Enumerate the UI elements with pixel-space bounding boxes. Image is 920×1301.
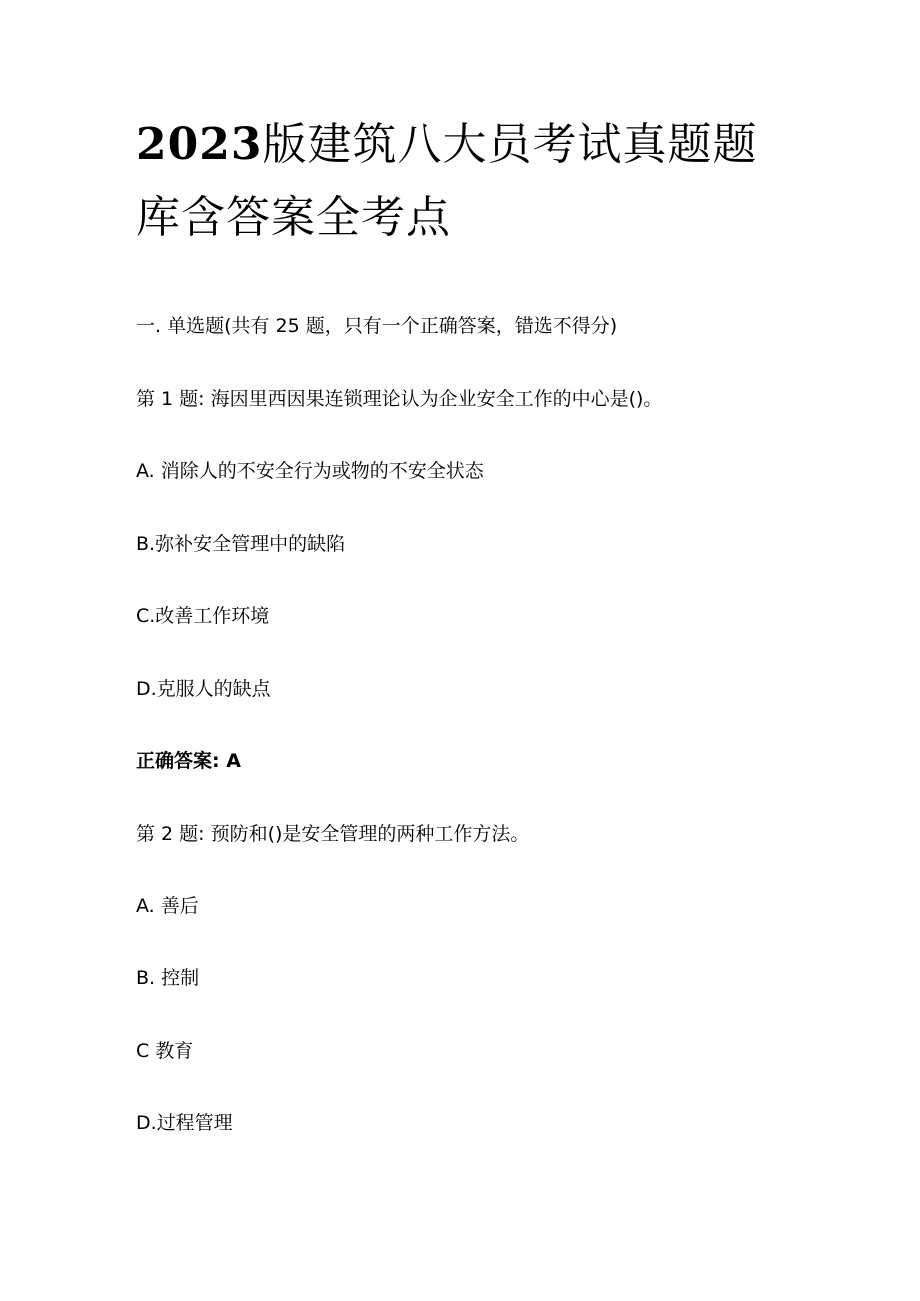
title-year: 2023	[136, 119, 263, 170]
question-1-stem: 第 1 题: 海因里西因果连锁理论认为企业安全工作的中心是()。	[136, 388, 663, 410]
question-2-stem: 第 2 题: 预防和()是安全管理的两种工作方法。	[136, 823, 530, 845]
question-2-option-c: C 教育	[136, 1040, 194, 1062]
question-2-option-a: A. 善后	[136, 895, 199, 917]
question-1-answer: 正确答案: A	[136, 750, 241, 772]
title-text: 版建筑八大员考试真题题库含答案全考点	[136, 119, 758, 243]
question-1-option-d: D.克服人的缺点	[136, 678, 271, 700]
question-1-option-b: B.弥补安全管理中的缺陷	[136, 533, 346, 555]
question-2-option-d: D.过程管理	[136, 1112, 233, 1134]
section-heading: 一. 单选题(共有 25 题，只有一个正确答案，错选不得分)	[136, 315, 618, 337]
question-1-option-a: A. 消除人的不安全行为或物的不安全状态	[136, 460, 484, 482]
document-title	[136, 108, 796, 254]
question-2-option-b: B. 控制	[136, 967, 200, 989]
question-1-option-c: C.改善工作环境	[136, 605, 270, 627]
